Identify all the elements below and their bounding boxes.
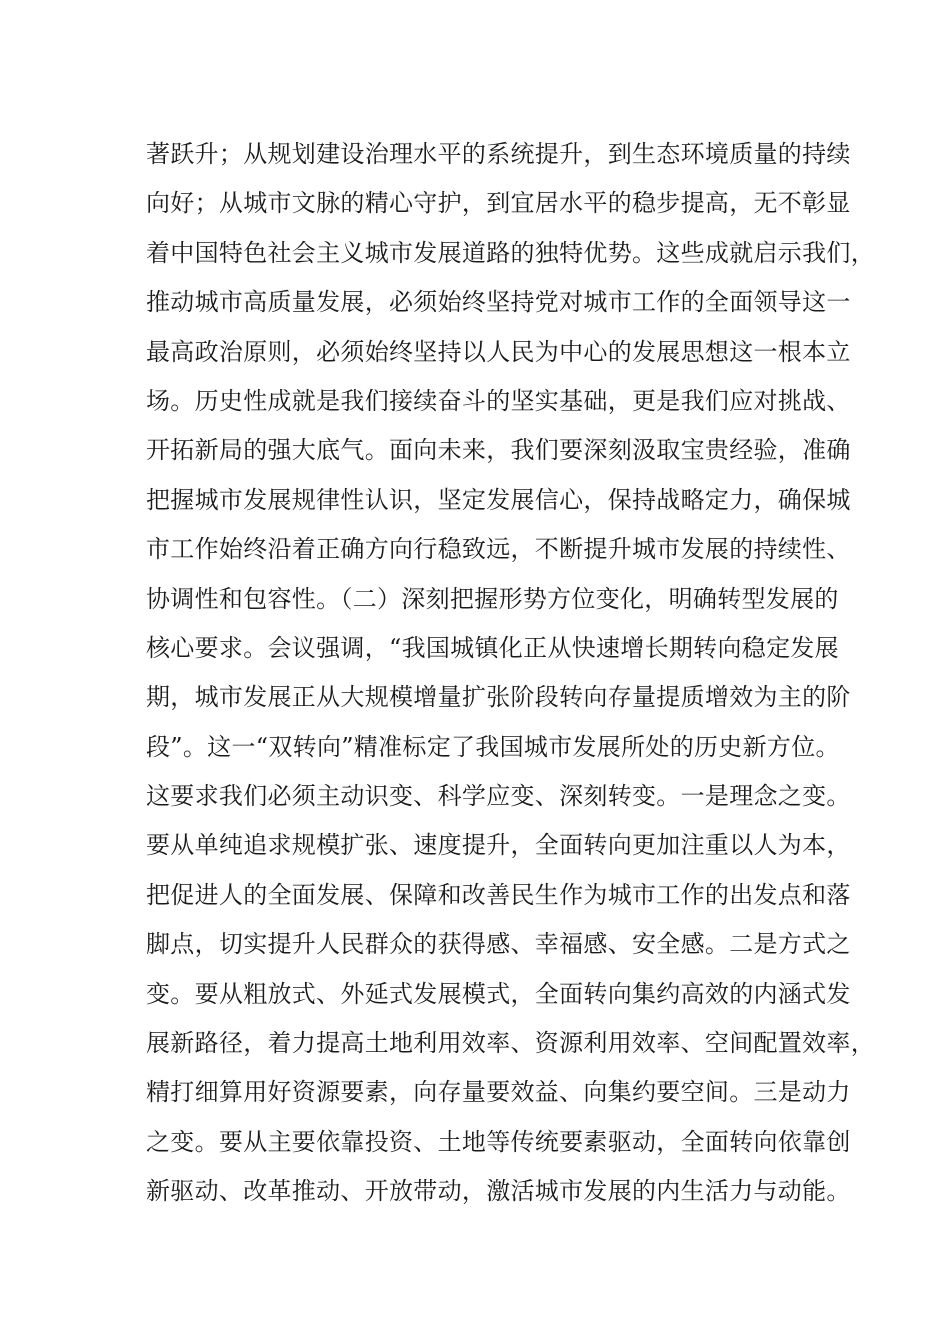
text-line: 脚点，切实提升人民群众的获得感、幸福感、安全感。二是方式之 <box>146 930 851 959</box>
text-line: 协调性和包容性。（二）深刻把握形势方位变化，明确转型发展的 <box>146 584 839 613</box>
text-line: 市工作始终沿着正确方向行稳致远，不断提升城市发展的持续性、 <box>146 535 851 564</box>
text-line: 场。历史性成就是我们接续奋斗的坚实基础，更是我们应对挑战、 <box>146 386 851 415</box>
text-line: 开拓新局的强大底气。面向未来，我们要深刻汲取宝贵经验，准确 <box>146 436 851 465</box>
text-line: 精打细算用好资源要素，向存量要效益、向集约要空间。三是动力 <box>146 1078 851 1107</box>
text-line: 推动城市高质量发展，必须始终坚持党对城市工作的全面领导这一 <box>146 288 851 317</box>
text-line: 着中国特色社会主义城市发展道路的独特优势。这些成就启示我们， <box>146 238 875 267</box>
text-line: 新驱动、改革推动、开放带动，激活城市发展的内生活力与动能。 <box>146 1177 851 1206</box>
text-line: 展新路径，着力提高土地利用效率、资源利用效率、空间配置效率， <box>146 1029 875 1058</box>
text-line: 把握城市发展规律性认识，坚定发展信心，保持战略定力，确保城 <box>146 485 851 514</box>
text-line: 变。要从粗放式、外延式发展模式，全面转向集约高效的内涵式发 <box>146 979 851 1008</box>
text-line: 要从单纯追求规模扩张、速度提升，全面转向更加注重以人为本， <box>146 831 851 860</box>
text-line: 向好；从城市文脉的精心守护，到宜居水平的稳步提高，无不彰显 <box>146 189 851 218</box>
text-line: 著跃升；从规划建设治理水平的系统提升，到生态环境质量的持续 <box>146 140 851 168</box>
text-line: 期，城市发展正从大规模增量扩张阶段转向存量提质增效为主的阶 <box>146 683 851 712</box>
text-line: 把促进人的全面发展、保障和改善民生作为城市工作的出发点和落 <box>146 880 851 909</box>
text-line: 最高政治原则，必须始终坚持以人民为中心的发展思想这一根本立 <box>146 337 851 366</box>
text-line: 这要求我们必须主动识变、科学应变、深刻转变。一是理念之变。 <box>146 782 851 811</box>
text-line: 核心要求。会议强调，“我国城镇化正从快速增长期转向稳定发展 <box>146 633 839 662</box>
text-line: 之变。要从主要依靠投资、土地等传统要素驱动，全面转向依靠创 <box>146 1127 851 1156</box>
body-text <box>146 130 875 1217</box>
text-line: 段”。这一“双转向”精准标定了我国城市发展所处的历史新方位。 <box>146 732 840 761</box>
